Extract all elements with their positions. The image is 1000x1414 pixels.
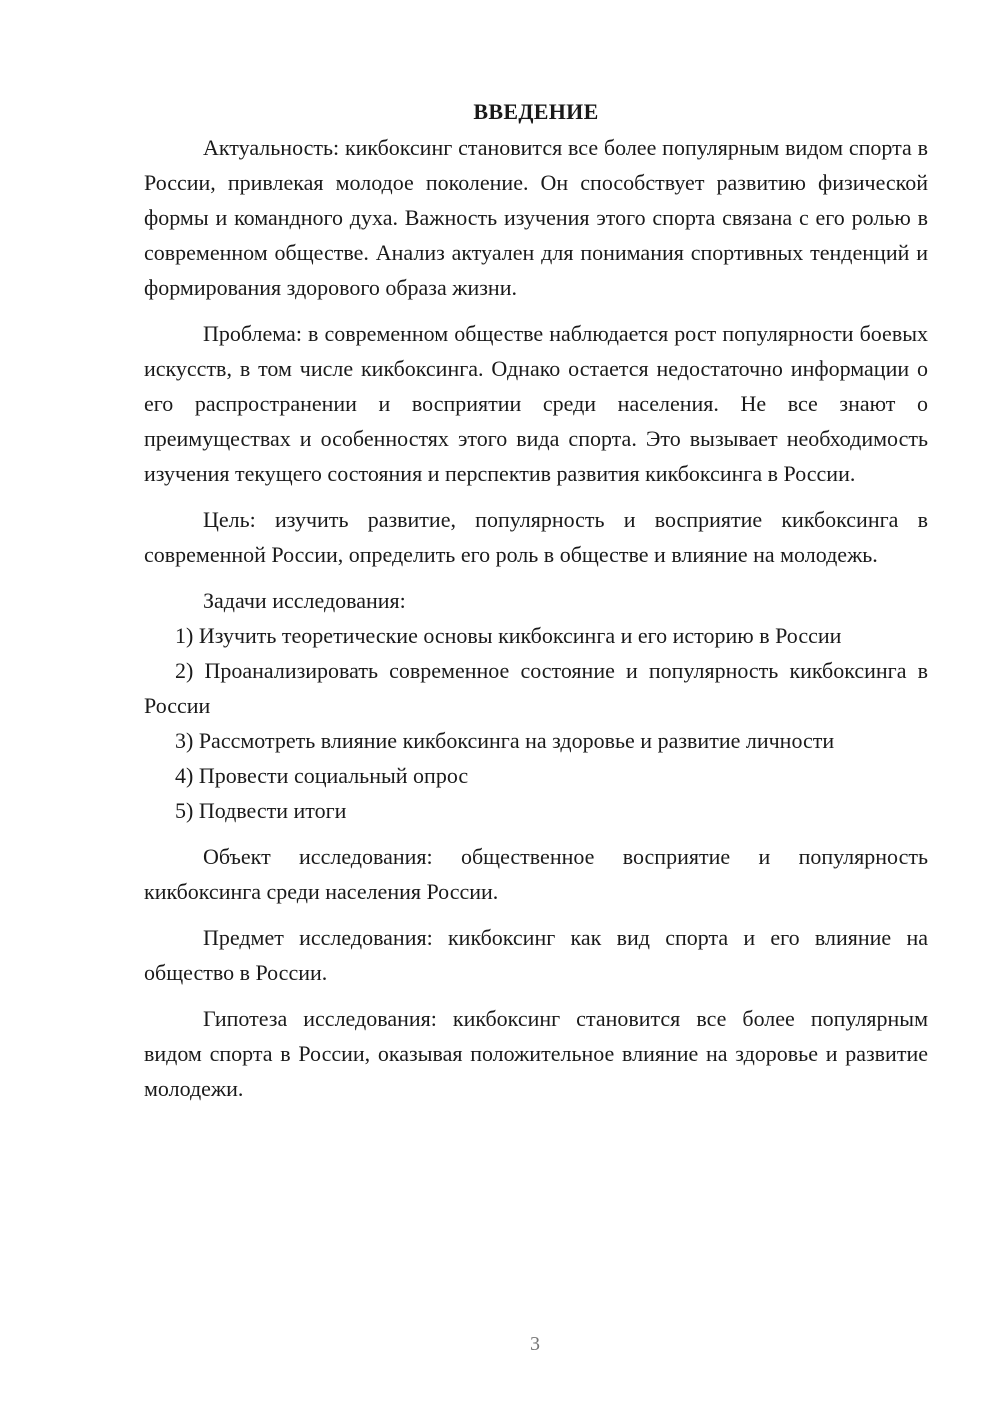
- page-title: ВВЕДЕНИЕ: [473, 99, 599, 124]
- task-item: 4) Провести социальный опрос: [175, 763, 469, 788]
- object-paragraph: Объект исследования: общественное восприятие и популярность кикбоксинга среди населения России.: [144, 844, 928, 904]
- task-item: 2) Проанализировать современное состояние и популярность кикбоксинга в России: [144, 658, 928, 718]
- task-item: 3) Рассмотреть влияние кикбоксинга на здоровье и развитие личности: [175, 728, 835, 753]
- tasks-heading: Задачи исследования:: [203, 588, 406, 613]
- relevance-paragraph: Актуальность: кикбоксинг становится все более популярным видом спорта в России, привлекая молодое поколение. Он способствует развитию физической формы и командного духа. Важность изучения этого спорта связана с его ролью в современном обществе. Анализ актуален для понимания спортивных тенденций и формирования здорового образа жизни.: [144, 135, 928, 300]
- task-item: 5) Подвести итоги: [175, 798, 347, 823]
- page-number: 3: [530, 1333, 540, 1355]
- task-item: 1) Изучить теоретические основы кикбоксинга и его историю в России: [175, 623, 842, 648]
- subject-paragraph: Предмет исследования: кикбоксинг как вид спорта и его влияние на общество в России.: [144, 925, 928, 985]
- hypothesis-paragraph: Гипотеза исследования: кикбоксинг становится все более популярным видом спорта в России, оказывая положительное влияние на здоровье и развитие молодежи.: [144, 1006, 928, 1101]
- goal-paragraph: Цель: изучить развитие, популярность и восприятие кикбоксинга в современной России, определить его роль в обществе и влияние на молодежь.: [144, 507, 928, 567]
- document-page: [144, 92, 928, 1106]
- problem-paragraph: Проблема: в современном обществе наблюдается рост популярности боевых искусств, в том числе кикбоксинга. Однако остается недостаточно информации о его распространении и восприятии среди населения. Не все знают о преимуществах и особенностях этого вида спорта. Это вызывает необходимость изучения текущего состояния и перспектив развития кикбоксинга в России.: [144, 321, 928, 486]
